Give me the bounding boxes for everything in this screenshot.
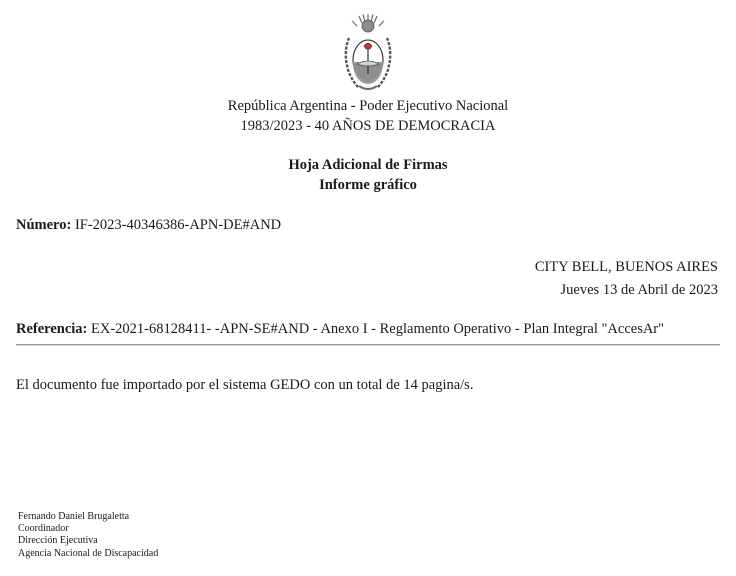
- document-title: Hoja Adicional de Firmas: [288, 157, 448, 173]
- place: CITY BELL, BUENOS AIRES: [534, 259, 718, 275]
- header-line-1: República Argentina - Poder Ejecutivo Nacional: [227, 98, 509, 114]
- numero-label: Número:: [16, 217, 72, 233]
- date: Jueves 13 de Abril de 2023: [560, 282, 718, 298]
- document-subtitle: Informe gráfico: [319, 177, 417, 193]
- signer-name: Fernando Daniel Brugaletta: [18, 511, 130, 522]
- body-text: El documento fue importado por el sistema GEDO con un total de 14 pagina/s.: [16, 377, 474, 393]
- numero-value: IF-2023-40346386-APN-DE#AND: [74, 217, 282, 233]
- referencia-label: Referencia:: [16, 321, 88, 337]
- referencia-row: [16, 320, 664, 338]
- argentina-coat-of-arms-icon: [339, 12, 397, 96]
- referencia-value: EX-2021-68128411- -APN-SE#AND - Anexo I - Reglamento Operativo - Plan Integral "AccesAr": [91, 321, 665, 337]
- numero-row: [16, 216, 281, 234]
- signer-unit: Dirección Ejecutiva: [18, 535, 98, 547]
- header-line-2: 1983/2023 - 40 AÑOS DE DEMOCRACIA: [240, 118, 496, 134]
- signature-block: [18, 511, 158, 560]
- signer-role: Coordinador: [18, 523, 69, 535]
- signer-agency: Agencia Nacional de Discapacidad: [18, 547, 159, 559]
- divider: [16, 344, 720, 346]
